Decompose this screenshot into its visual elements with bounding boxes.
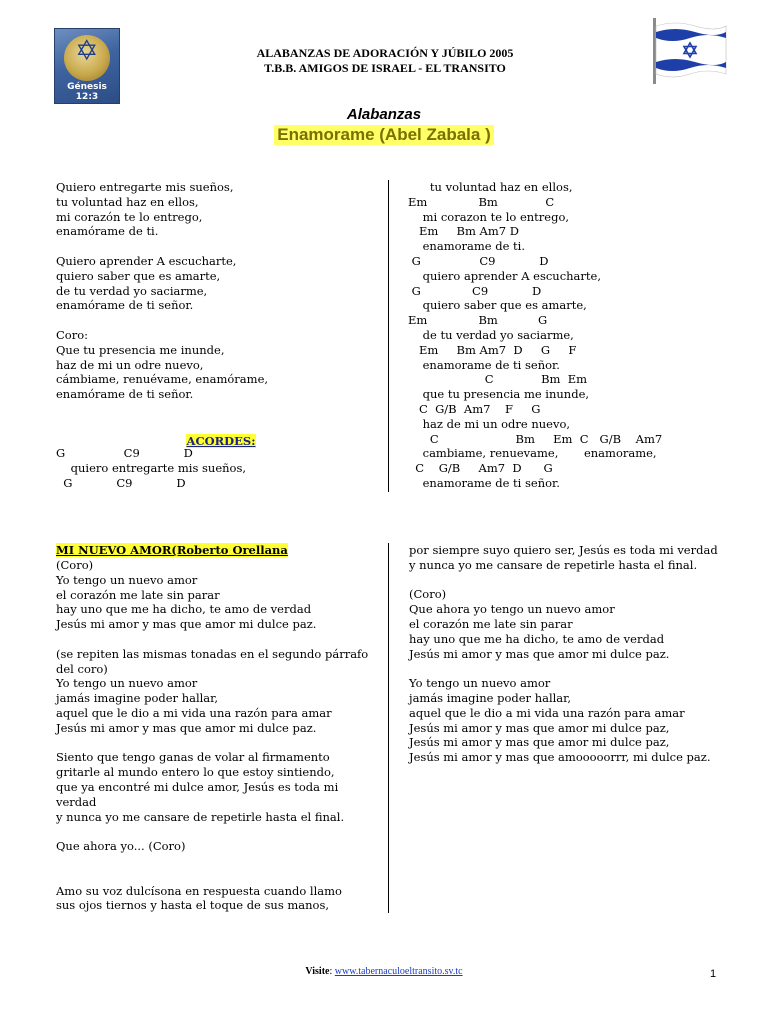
lyric-line: Em Bm C — [408, 194, 555, 209]
lyric-line: mi corazón te lo entrego, — [56, 209, 203, 224]
lyric-line: aquel que le dio a mi vida una razón para amar — [56, 705, 332, 720]
lyric-line: (Coro) — [409, 587, 447, 602]
lyric-line — [56, 824, 368, 839]
lyric-line: (se repiten las mismas tonadas en el segundo párrafo — [56, 646, 369, 661]
lyric-line: sus ojos tiernos y hasta el toque de sus manos, — [56, 898, 330, 913]
footer-label: Visite — [305, 966, 330, 977]
lyric-line: haz de mi un odre nuevo, — [56, 357, 204, 372]
lyric-line: Coro: — [56, 327, 89, 342]
lyric-line: G C9 D — [56, 475, 186, 490]
acordes-chords — [56, 446, 246, 490]
lyric-line: Jesús mi amor y mas que amor mi dulce paz. — [56, 720, 317, 735]
lyric-line: Em Bm G — [408, 313, 548, 328]
lyric-line: tu voluntad haz en ellos, — [56, 194, 199, 209]
lyric-line: verdad — [56, 794, 97, 809]
lyric-line: Jesús mi amor y mas que amor mi dulce paz, — [409, 720, 670, 735]
lyric-line: Quiero entregarte mis sueños, — [56, 180, 234, 194]
lyric-line — [56, 869, 368, 884]
song-category: Alabanzas — [346, 106, 422, 123]
lyric-line: Jesús mi amor y mas que amor mi dulce paz. — [409, 646, 670, 661]
header-line-2: T.B.B. AMIGOS DE ISRAEL - EL TRANSITO — [264, 61, 506, 75]
lyric-line: y nunca yo me cansare de repetirle hasta el final. — [56, 809, 345, 824]
lyric-line: Jesús mi amor y mas que amor mi dulce paz. — [56, 617, 317, 632]
lyric-line — [56, 239, 268, 254]
column-divider — [388, 543, 389, 913]
lyric-line: Amo su voz dulcísona en respuesta cuando llamo — [56, 883, 342, 898]
lyric-line: mi corazon te lo entrego, — [408, 209, 570, 224]
lyric-line: Yo tengo un nuevo amor — [56, 676, 198, 691]
lyric-line — [56, 632, 368, 647]
lyric-line: de tu verdad yo saciarme, — [56, 283, 208, 298]
lyric-line: enamorame de ti. — [408, 239, 526, 254]
lyric-line: tu voluntad haz en ellos, — [408, 180, 573, 194]
lyric-line — [56, 736, 368, 751]
header-line-1: ALABANZAS DE ADORACIÓN Y JÚBILO 2005 — [256, 46, 514, 60]
lyric-line: C G/B Am7 F G — [408, 401, 541, 416]
lyric-line: por siempre suyo quiero ser, Jesús es toda mi verdad — [409, 543, 718, 557]
lyric-line: (Coro) — [56, 558, 94, 572]
column-divider — [388, 180, 389, 492]
lyric-line: enamorame de ti señor. — [408, 357, 560, 372]
lyric-line: jamás imagine poder hallar, — [56, 691, 219, 706]
lyric-line: que tu presencia me inunde, — [408, 387, 590, 402]
lyric-line: jamás imagine poder hallar, — [409, 690, 572, 705]
footer: Visite: www.tabernaculoeltransito.sv.tc — [305, 966, 463, 977]
lyric-line: G C9 D — [408, 283, 542, 298]
song2-left-column — [56, 558, 368, 913]
lyric-line: Yo tengo un nuevo amor — [56, 572, 198, 587]
lyric-line: quiero aprender A escucharte, — [408, 268, 601, 283]
lyric-line: enamorame de ti señor. — [408, 475, 560, 490]
logo-caption: Génesis 12:3 — [67, 82, 107, 102]
lyric-line: el corazón me late sin parar — [409, 616, 573, 631]
lyric-line: hay uno que me ha dicho, te amo de verdad — [56, 602, 312, 617]
lyric-line: Em Bm Am7 D G F — [408, 342, 577, 357]
lyric-line — [409, 661, 718, 676]
lyric-line: el corazón me late sin parar — [56, 587, 220, 602]
lyric-line: Que tu presencia me inunde, — [56, 342, 225, 357]
lyric-line: Siento que tengo ganas de volar al firmamento — [56, 750, 330, 765]
lyric-line: quiero saber que es amarte, — [408, 298, 587, 313]
lyric-line: haz de mi un odre nuevo, — [408, 416, 571, 431]
acordes-label: ACORDES: — [186, 434, 256, 448]
lyric-line — [56, 854, 368, 869]
lyric-line: Que ahora yo... (Coro) — [56, 839, 186, 854]
lyric-line: hay uno que me ha dicho, te amo de verdad — [409, 631, 665, 646]
lyric-line: enamórame de ti señor. — [56, 298, 194, 313]
lyric-line: quiero entregarte mis sueños, — [56, 460, 247, 475]
lyric-line: C G/B Am7 D G — [408, 461, 553, 476]
church-logo — [54, 28, 120, 104]
lyric-line: Jesús mi amor y mas que amor mi dulce paz, — [409, 735, 670, 750]
lyric-line: cámbiame, renuévame, enamórame, — [56, 372, 269, 387]
lyric-line — [56, 313, 268, 328]
lyric-line: Jesús mi amor y mas que amooooorrr, mi dulce paz. — [409, 750, 711, 765]
website-link[interactable]: www.tabernaculoeltransito.sv.tc — [334, 966, 463, 977]
lyric-line: G C9 D — [408, 253, 549, 268]
lyric-line: aquel que le dio a mi vida una razón para amar — [409, 705, 685, 720]
lyric-line: y nunca yo me cansare de repetirle hasta el final. — [409, 557, 698, 572]
lyric-line: enamórame de ti. — [56, 224, 159, 239]
lyric-line: C Bm Em C G/B Am7 — [408, 431, 663, 446]
page-number: 1 — [710, 968, 717, 980]
israel-flag-icon — [650, 18, 730, 84]
lyric-line: C Bm Em — [408, 372, 588, 387]
lyric-line: del coro) — [56, 661, 108, 676]
lyric-line: Yo tengo un nuevo amor — [409, 676, 551, 691]
lyric-line: G C9 D — [56, 446, 193, 460]
lyric-line: enamórame de ti señor. — [56, 387, 194, 402]
lyric-line: cambiame, renuevame, enamorame, — [408, 446, 657, 461]
lyric-line: gritarle al mundo entero lo que estoy sintiendo, — [56, 765, 335, 780]
lyric-line: que ya encontré mi dulce amor, Jesús es toda mi — [56, 779, 339, 794]
song1-right-column — [408, 180, 662, 491]
lyric-line: quiero saber que es amarte, — [56, 268, 221, 283]
lyric-line: Em Bm Am7 D — [408, 224, 519, 239]
star-of-david-icon: ✡ — [75, 34, 99, 67]
song2-title: MI NUEVO AMOR(Roberto Orellana — [56, 543, 288, 557]
song1-title: Enamorame (Abel Zabala ) — [274, 125, 494, 145]
lyric-line: Que ahora yo tengo un nuevo amor — [409, 602, 615, 617]
lyric-line: Quiero aprender A escucharte, — [56, 253, 237, 268]
lyric-line: de tu verdad yo saciarme, — [408, 327, 574, 342]
song1-left-column — [56, 180, 268, 402]
lyric-line — [409, 573, 718, 588]
song2-right-column — [409, 543, 718, 765]
